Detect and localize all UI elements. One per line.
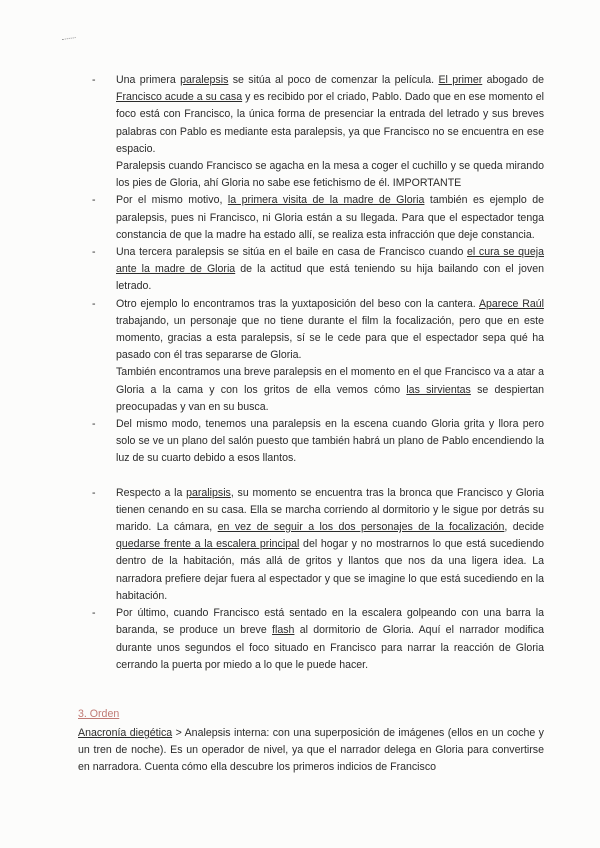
text-run: se sitúa al poco de comenzar la película. [228, 74, 439, 86]
text-run: Paralepsis cuando Francisco se agacha en la mesa a coger el cuchillo y se queda mirando los pies de Gloria, ahí Gloria no sabe ese fetichismo de él. IMPORTANTE [116, 160, 544, 190]
list-item-text [116, 485, 544, 605]
text-run: se despiertan preocupadas y van en su busca. [116, 383, 544, 413]
bullet-dash: - [92, 418, 96, 431]
list-item [78, 192, 544, 244]
text-run: También encontramos una breve paralepsis en el momento en el que Francisco va a atar a Gloria a la cama y con los gritos de ella vemos cómo [116, 366, 544, 396]
bullet-list [78, 72, 544, 674]
list-item-text [116, 605, 544, 674]
list-item [78, 72, 544, 158]
section-heading: 3. Orden [78, 708, 120, 720]
text-run: Otro ejemplo lo encontramos tras la yuxtaposición del beso con la cantera. [116, 297, 479, 310]
section-paragraph [78, 725, 544, 777]
text-run: Una primera [116, 74, 181, 86]
section-body: > Analepsis interna: con una superposición de imágenes (ellos en un coche y un tren de noche). Es un operador de nivel, ya que el narrador delega en Gloria para convertirse en narradora. Cuenta cómo ella descubre los primeros indicios de Francisco [78, 727, 544, 774]
bullet-dash: - [92, 607, 96, 620]
text-run: de la actitud que está teniendo su hija bailando con el joven letrado. [116, 263, 544, 293]
spacer [78, 468, 544, 485]
text-run: Una tercera paralepsis se sitúa en el baile en casa de Francisco cuando [116, 246, 468, 259]
underlined-text: paralepsis [180, 74, 229, 86]
text-run: Por el mismo motivo, [116, 194, 228, 207]
text-run: y es recibido por el criado, Pablo. Dado que en ese momento el foco está con Francisco, la única forma de presenciar la entrada del letrado y sus breves palabras con Pablo es mediante esta paralepsis, ya que Francisco no se encuentra en ese espacio. [116, 91, 544, 155]
underlined-text: quedarse frente a la escalera principal [116, 538, 300, 551]
list-item-text [116, 364, 544, 416]
list-item-text [116, 192, 544, 244]
text-run: Del mismo modo, tenemos una paralepsis en la escena cuando Gloria grita y llora pero solo se ve un plano del salón puesto que también habrá un plano de Pablo encendiendo la luz de su cuarto debido a esos llantos. [116, 418, 544, 465]
list-item [78, 296, 544, 365]
list-item-text [116, 244, 544, 296]
list-item [78, 158, 544, 192]
underlined-text: paralipsis [186, 486, 231, 499]
bullet-dash: - [92, 486, 96, 499]
list-item [78, 605, 544, 674]
bullet-dash: - [92, 74, 96, 86]
list-item [78, 416, 544, 468]
text-run: , decide [504, 521, 544, 534]
underlined-text: las sirvientas [406, 383, 471, 396]
underlined-text: flash [272, 624, 295, 637]
underlined-text: en vez de seguir a los dos personajes de la focalización [217, 521, 505, 534]
list-item-text [116, 416, 544, 468]
text-run: Respecto a la [116, 486, 187, 499]
underlined-text: Francisco acude a su casa [116, 91, 243, 104]
underlined-text: El primer [438, 74, 483, 86]
list-item-text [116, 158, 544, 192]
text-run: al dormitorio de Gloria. Aquí el narrador modifica durante unos segundos el foco situado en Francisco para narrar la reacción de Gloria cerrando la puerta por miedo a lo que le puede hacer. [116, 624, 544, 671]
text-run: del hogar y no mostrarnos lo que está sucediendo dentro de la habitación, más allá de gritos y llantos que nos da una ligera idea. La narradora prefiere dejar fuera al espectador y que se imagine lo que está sucediendo en la habitación. [116, 538, 544, 602]
section-term: Anacronía diegética [78, 727, 173, 739]
text-run: trabajando, un personaje que no tiene durante el film la focalización, pero que en este momento, gracias a esta paralepsis, sí se le cede para que el espectador sepa qué ha pasado con él tras separarse de Gloria. [116, 314, 544, 362]
bullet-dash: - [92, 297, 96, 310]
list-item [78, 364, 544, 416]
text-run: también es ejemplo de paralepsis, pues ni Francisco, ni Gloria están a su llegada. Para que el espectador tenga constancia de que la madre ha estado allí, se realiza esta infracción que deje constancia. [116, 194, 544, 241]
list-item [78, 244, 544, 296]
list-item [78, 485, 544, 605]
text-run: Por último, cuando Francisco está sentado en la escalera golpeando con una barra la baranda, se produce un breve [116, 607, 544, 637]
list-item-text [116, 296, 544, 365]
underlined-text: el cura se queja ante la madre de Gloria [116, 246, 544, 276]
text-run: abogado de [482, 74, 545, 86]
bullet-dash: - [92, 194, 96, 207]
bullet-dash: - [92, 246, 96, 259]
list-item-text [116, 72, 544, 158]
underlined-text: la primera visita de la madre de Gloria [227, 194, 425, 207]
underlined-text: Aparece Raúl [478, 297, 544, 310]
scan-mark [62, 37, 77, 44]
text-run: , su momento se encuentra tras la bronca que Francisco y Gloria tienen cenando en su casa. Ella se marcha corriendo al dormitorio y le sigue por detrás su marido. La cámara, [116, 486, 544, 534]
